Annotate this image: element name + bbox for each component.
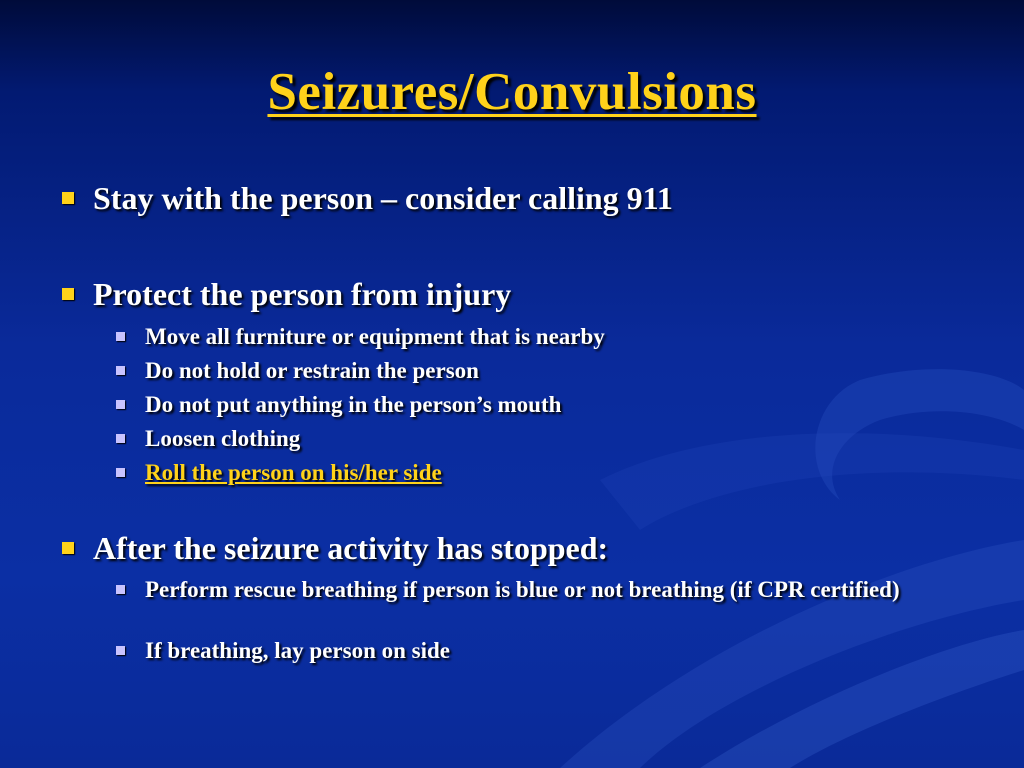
lavender-square-bullet-icon <box>116 400 125 409</box>
bullet-text: Stay with the person – consider calling 911 <box>93 180 673 216</box>
sub-bullet-move-furniture <box>116 323 605 351</box>
lavender-square-bullet-icon <box>116 468 125 477</box>
sub-bullet-loosen-clothing <box>116 425 300 453</box>
sub-bullet-text: Do not hold or restrain the person <box>145 358 479 383</box>
yellow-square-bullet-icon <box>62 288 74 300</box>
sub-bullet-text: Do not put anything in the person’s mouth <box>145 392 562 417</box>
slide-title: Seizures/Convulsions <box>267 63 757 121</box>
lavender-square-bullet-icon <box>116 434 125 443</box>
bullet-after-seizure <box>62 530 608 567</box>
yellow-square-bullet-icon <box>62 192 74 204</box>
sub-bullet-nothing-in-mouth <box>116 391 561 419</box>
bullet-text: After the seizure activity has stopped: <box>93 530 609 566</box>
roll-on-side-link[interactable]: Roll the person on his/her side <box>145 460 442 485</box>
sub-bullet-lay-on-side <box>116 637 450 665</box>
sub-bullet-do-not-hold <box>116 357 479 385</box>
sub-bullet-text: Perform rescue breathing if person is blue or not breathing (if CPR certified) <box>145 577 900 602</box>
bullet-protect-from-injury <box>62 276 511 313</box>
lavender-square-bullet-icon <box>116 366 125 375</box>
sub-bullet-roll-on-side[interactable] <box>116 459 442 487</box>
sub-bullet-text: Loosen clothing <box>145 426 301 451</box>
bullet-text: Protect the person from injury <box>93 276 512 312</box>
sub-bullet-text: If breathing, lay person on side <box>145 638 451 663</box>
lavender-square-bullet-icon <box>116 332 125 341</box>
yellow-square-bullet-icon <box>62 542 74 554</box>
bullet-stay-with-person <box>62 180 673 217</box>
sub-bullet-text: Move all furniture or equipment that is nearby <box>145 324 605 349</box>
lavender-square-bullet-icon <box>116 585 125 594</box>
sub-bullet-rescue-breathing <box>116 576 976 604</box>
lavender-square-bullet-icon <box>116 646 125 655</box>
